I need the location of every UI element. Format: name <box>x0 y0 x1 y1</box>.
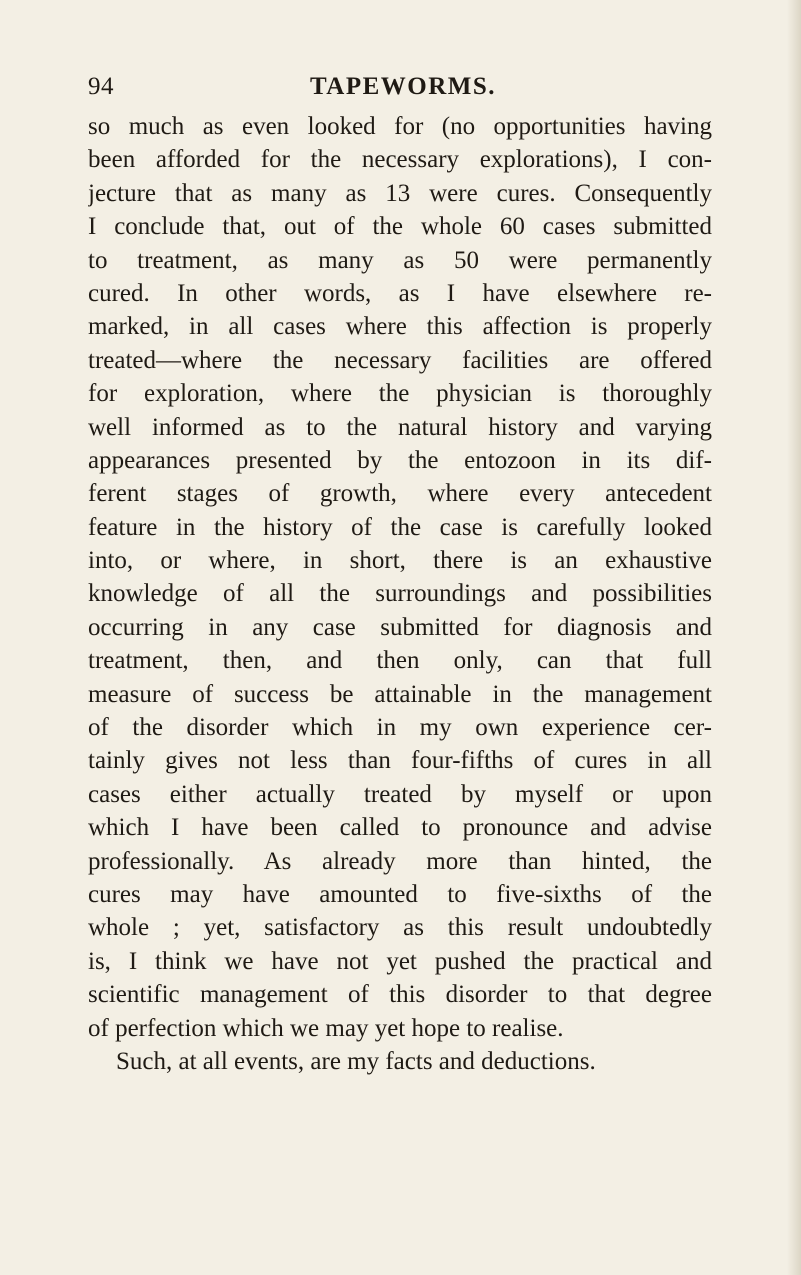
text-line: been afforded for the necessary explorations), I con- <box>88 146 712 174</box>
text-line: I conclude that, out of the whole 60 cases submitted <box>88 213 712 241</box>
text-line: for exploration, where the physician is thoroughly <box>88 380 712 408</box>
text-line: knowledge of all the surroundings and possibilities <box>88 580 712 608</box>
text-line: ferent stages of growth, where every antecedent <box>88 480 712 508</box>
page-edge-shadow <box>787 0 801 1275</box>
text-line: whole ; yet, satisfactory as this result undoubtedly <box>88 914 712 942</box>
text-line: occurring in any case submitted for diagnosis and <box>88 613 712 641</box>
text-line: feature in the history of the case is carefully looked <box>88 513 712 541</box>
text-line: jecture that as many as 13 were cures. Consequently <box>88 179 712 207</box>
running-head <box>88 73 718 103</box>
text-line: tainly gives not less than four-fifths of cures in all <box>88 747 712 775</box>
text-line: treated—where the necessary facilities are offered <box>88 346 712 374</box>
running-title: TAPEWORMS. <box>309 73 497 100</box>
text-line: cases either actually treated by myself or upon <box>88 780 712 808</box>
page-number: 94 <box>88 73 114 100</box>
text-line: professionally. As already more than hinted, the <box>88 847 712 875</box>
text-line: to treatment, as many as 50 were permanently <box>88 246 712 274</box>
body-text <box>88 110 712 1078</box>
text-line: scientific management of this disorder to that degree <box>88 981 712 1009</box>
text-line: is, I think we have not yet pushed the practical and <box>88 947 712 975</box>
text-line: cures may have amounted to five-sixths of the <box>88 880 712 908</box>
text-line: marked, in all cases where this affection is properly <box>88 313 712 341</box>
text-line: measure of success be attainable in the management <box>88 680 712 708</box>
text-line-indented: Such, at all events, are my facts and deductions. <box>116 1047 596 1075</box>
text-line: appearances presented by the entozoon in its dif- <box>88 446 712 474</box>
text-line: into, or where, in short, there is an exhaustive <box>88 547 712 575</box>
text-line: well informed as to the natural history and varying <box>88 413 712 441</box>
text-line: cured. In other words, as I have elsewhere re- <box>88 279 712 307</box>
text-line: which I have been called to pronounce and advise <box>88 814 712 842</box>
text-line: treatment, then, and then only, can that full <box>88 647 712 675</box>
text-line: of perfection which we may yet hope to realise. <box>88 1014 564 1042</box>
text-line: of the disorder which in my own experience cer- <box>88 714 712 742</box>
text-line: so much as even looked for (no opportunities having <box>88 113 712 140</box>
